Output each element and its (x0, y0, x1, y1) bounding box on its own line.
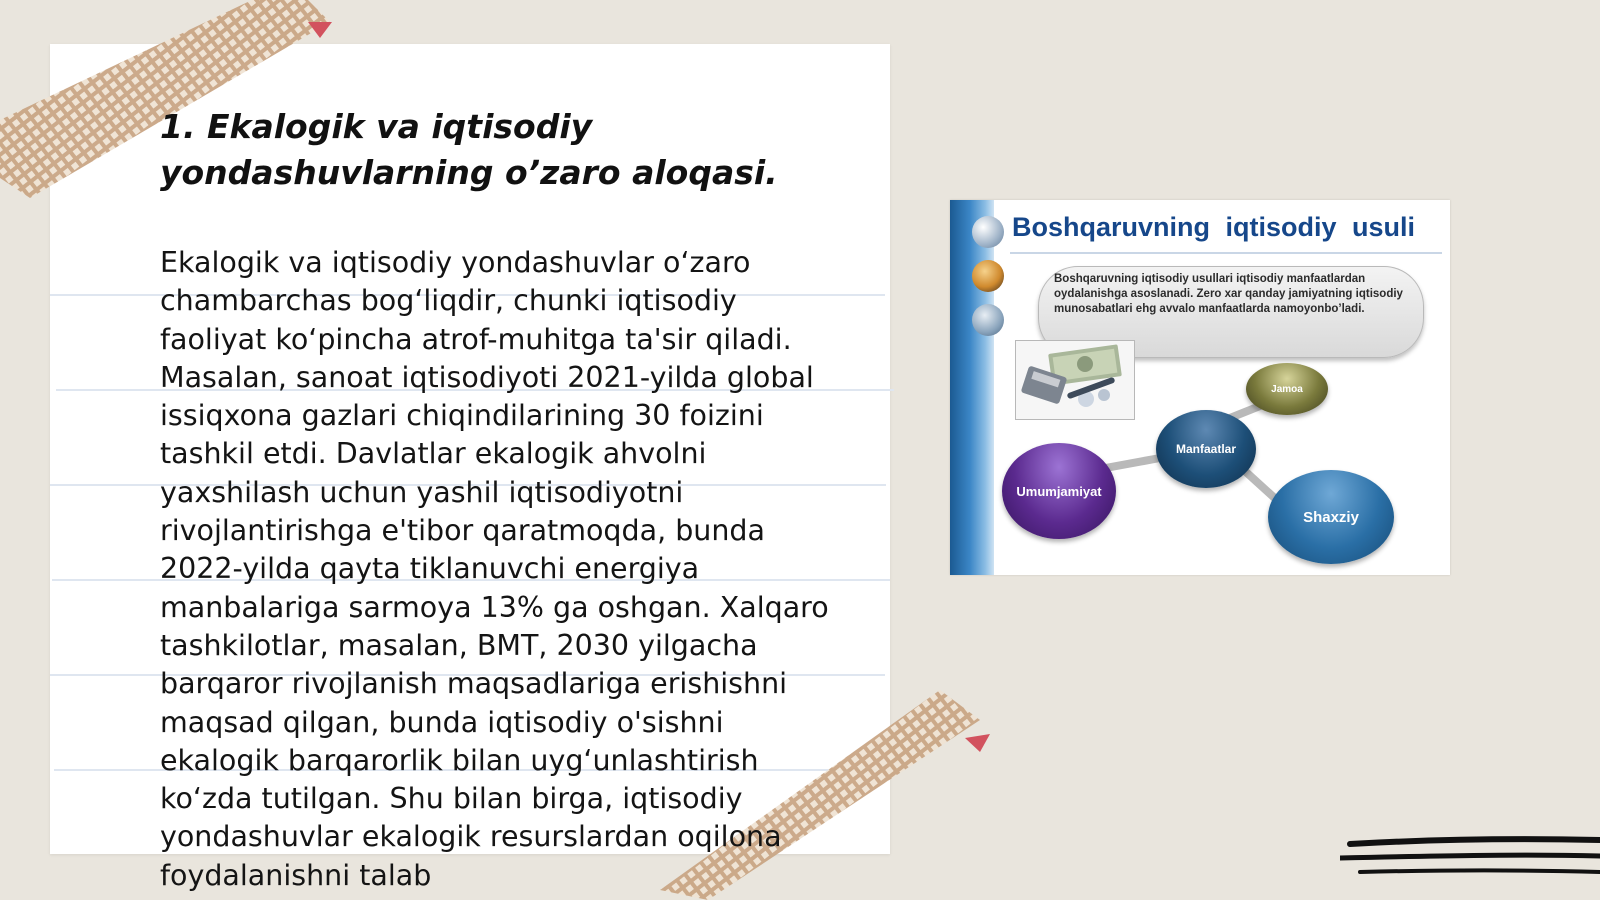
node-umumjamiyat (1002, 443, 1116, 539)
brush-stroke-decoration (1340, 832, 1600, 882)
node-label: Shaxziy (1303, 508, 1359, 526)
node-label: Jamoa (1271, 383, 1303, 395)
tape-tab (965, 734, 990, 752)
slide-image (950, 200, 1450, 575)
node-shaxziy (1268, 470, 1394, 564)
body-paragraph: Ekalogik va iqtisodiy yondashuvlar o‘zaro chambarchas bog‘liqdir, chunki iqtisodiy faoliyat ko‘pincha atrof-muhitga ta'sir qiladi. Masalan, sanoat iqtisodiyoti 2021-yilda global issiqxona gazlari chiqindilarining 30 foizini tashkil etdi. Davlatlar ekalogik ahvolni yaxshilash uchun yashil iqtisodiyotni rivojlantirishga e'tibor qaratmoqda, bunda 2022-yilda qayta tiklanuvchi energiya manbalariga sarmoya 13% ga oshgan. Xalqaro tashkilotlar, masalan, BMT, 2030 yilgacha barqaror rivojlanish maqsadlariga erishishni maqsad qilgan, bunda iqtisodiy o'sishni ekalogik barqarorlik bilan uyg‘unlashtirish ko‘zda tutilgan. Shu bilan birga, iqtisodiy yondashuvlar ekalogik resurslardan oqilona foydalanishni talab (160, 246, 829, 892)
node-manfaatlar (1156, 410, 1256, 488)
node-jamoa (1246, 363, 1328, 415)
page-title: 1. Ekalogik va iqtisodiy yondashuvlarning o’zaro aloqasi. (160, 107, 778, 192)
node-label: Umumjamiyat (1016, 483, 1102, 499)
callout-text: Boshqaruvning iqtisodiy usullari iqtisodiy manfaatlardan oydalanishga asoslanadi. Zero xar qanday jamiyatning iqtisodiy munosabatlari ehg avvalo manfaatlarda namoyonbo’ladi. (1054, 273, 1403, 315)
slide-title: Boshqaruvning iqtisodiy usuli (1012, 212, 1416, 242)
node-label: Manfaatlar (1175, 442, 1237, 456)
